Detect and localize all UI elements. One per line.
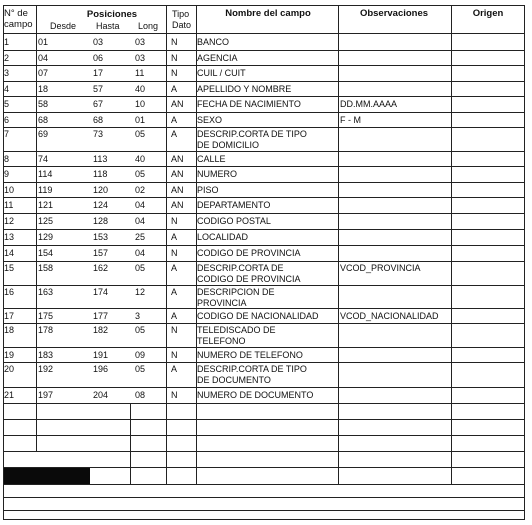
grid-line <box>166 403 167 484</box>
row-hasta: 162 <box>93 263 109 273</box>
row-number: 9 <box>4 169 10 179</box>
row-desde: 163 <box>38 287 54 297</box>
grid-line <box>3 403 525 404</box>
row-desde: 197 <box>38 390 54 400</box>
row-number: 7 <box>4 129 10 139</box>
grid-line <box>338 5 339 451</box>
row-long: 05 <box>135 364 146 374</box>
row-number: 3 <box>4 68 10 78</box>
row-tipo: A <box>171 287 178 297</box>
grid-line <box>3 213 525 214</box>
row-hasta: 68 <box>93 115 104 125</box>
row-long: 04 <box>135 200 146 210</box>
row-hasta: 17 <box>93 68 104 78</box>
row-nombre: DE DOMICILIO <box>197 140 260 150</box>
row-desde: 175 <box>38 311 54 321</box>
row-hasta: 120 <box>93 185 109 195</box>
header-origen: Origen <box>472 8 504 19</box>
row-nombre: TELEFONO <box>197 336 246 346</box>
redaction-block <box>4 468 90 484</box>
row-number: 13 <box>4 232 15 242</box>
grid-line <box>3 323 525 324</box>
row-desde: 69 <box>38 129 49 139</box>
row-long: 05 <box>135 169 146 179</box>
row-long: 40 <box>135 84 146 94</box>
row-hasta: 153 <box>93 232 109 242</box>
header-num-line2: campo <box>4 19 33 30</box>
row-observaciones: VCOD_NACIONALIDAD <box>340 311 439 321</box>
row-tipo: AN <box>171 185 184 195</box>
row-hasta: 113 <box>93 154 108 164</box>
row-tipo: N <box>171 216 178 226</box>
row-hasta: 182 <box>93 325 109 335</box>
grid-line <box>3 484 525 485</box>
row-nombre: CODIGO DE NACIONALIDAD <box>197 311 319 321</box>
row-tipo: N <box>171 390 178 400</box>
row-desde: 68 <box>38 115 49 125</box>
row-long: 03 <box>135 37 146 47</box>
row-long: 04 <box>135 216 146 226</box>
header-long: Long <box>138 21 159 31</box>
grid-line <box>3 261 525 262</box>
row-nombre: DESCRIP.CORTA DE TIPO <box>197 129 307 139</box>
grid-line <box>3 451 525 452</box>
row-number: 6 <box>4 115 10 125</box>
grid-line <box>3 362 525 363</box>
grid-line <box>196 5 197 451</box>
row-tipo: A <box>171 129 178 139</box>
row-long: 05 <box>135 129 146 139</box>
row-desde: 158 <box>38 263 54 273</box>
grid-line <box>3 65 525 66</box>
row-hasta: 124 <box>93 200 109 210</box>
grid-line <box>338 403 339 484</box>
row-number: 18 <box>4 325 15 335</box>
row-tipo: AN <box>171 200 184 210</box>
grid-line <box>3 285 525 286</box>
row-long: 3 <box>135 311 141 321</box>
row-tipo: AN <box>171 99 184 109</box>
header-tipo-line1: Tipo <box>172 9 190 19</box>
grid-line <box>3 151 525 152</box>
grid-line <box>3 127 525 128</box>
row-long: 11 <box>135 68 145 78</box>
row-number: 15 <box>4 263 15 273</box>
row-hasta: 157 <box>93 248 109 258</box>
grid-line <box>3 112 525 113</box>
row-hasta: 191 <box>93 350 109 360</box>
row-nombre: FECHA DE NACIMIENTO <box>197 99 301 109</box>
row-number: 5 <box>4 99 10 109</box>
header-hasta: Hasta <box>96 21 120 31</box>
row-desde: 114 <box>38 169 53 179</box>
header-posiciones: Posiciones <box>86 9 138 20</box>
row-nombre: DE DOCUMENTO <box>197 375 271 385</box>
row-hasta: 118 <box>93 169 108 179</box>
row-desde: 154 <box>38 248 54 258</box>
row-tipo: A <box>171 232 178 242</box>
row-long: 12 <box>135 287 146 297</box>
row-desde: 01 <box>38 37 49 47</box>
grid-line <box>3 435 525 436</box>
row-desde: 74 <box>38 154 49 164</box>
grid-line <box>3 5 525 6</box>
header-tipo-line2: Dato <box>172 20 192 30</box>
row-tipo: AN <box>171 169 184 179</box>
row-hasta: 174 <box>93 287 109 297</box>
grid-line <box>3 197 525 198</box>
row-long: 08 <box>135 390 146 400</box>
row-number: 12 <box>4 216 15 226</box>
row-hasta: 03 <box>93 37 104 47</box>
row-hasta: 177 <box>93 311 109 321</box>
grid-line <box>3 50 525 51</box>
grid-line <box>3 182 525 183</box>
row-nombre: APELLIDO Y NOMBRE <box>197 84 292 94</box>
row-desde: 125 <box>38 216 54 226</box>
grid-line <box>3 96 525 97</box>
row-long: 05 <box>135 263 146 273</box>
row-long: 25 <box>135 232 146 242</box>
grid-line <box>451 403 452 484</box>
grid-line <box>524 5 525 520</box>
row-number: 1 <box>4 37 10 47</box>
row-long: 02 <box>135 185 146 195</box>
grid-line <box>36 5 37 451</box>
row-hasta: 67 <box>93 99 104 109</box>
row-desde: 18 <box>38 84 49 94</box>
row-nombre: DESCRIP.CORTA DE TIPO <box>197 364 307 374</box>
row-nombre: AGENCIA <box>197 53 238 63</box>
row-number: 21 <box>4 390 15 400</box>
row-observaciones: VCOD_PROVINCIA <box>340 263 421 273</box>
grid-line <box>3 510 525 511</box>
row-long: 04 <box>135 248 146 258</box>
row-hasta: 196 <box>93 364 109 374</box>
grid-line <box>3 347 525 348</box>
row-nombre: PISO <box>197 185 219 195</box>
row-desde: 183 <box>38 350 54 360</box>
row-long: 03 <box>135 53 146 63</box>
row-tipo: A <box>171 311 178 321</box>
row-tipo: A <box>171 115 178 125</box>
grid-line <box>3 5 4 520</box>
row-number: 20 <box>4 364 15 374</box>
row-long: 09 <box>135 350 146 360</box>
grid-line <box>130 403 131 484</box>
row-number: 19 <box>4 350 15 360</box>
row-nombre: DESCRIPCION DE <box>197 287 275 297</box>
row-tipo: A <box>171 84 178 94</box>
row-number: 16 <box>4 287 15 297</box>
row-number: 4 <box>4 84 10 94</box>
row-hasta: 73 <box>93 129 104 139</box>
row-tipo: N <box>171 248 178 258</box>
row-nombre: NUMERO <box>197 169 237 179</box>
row-desde: 07 <box>38 68 49 78</box>
row-hasta: 204 <box>93 390 109 400</box>
row-tipo: N <box>171 325 178 335</box>
grid-line <box>3 419 525 420</box>
grid-line <box>166 5 167 451</box>
grid-line <box>196 403 197 484</box>
row-nombre: CODIGO DE PROVINCIA <box>197 274 301 284</box>
row-nombre: CODIGO POSTAL <box>197 216 271 226</box>
row-desde: 58 <box>38 99 49 109</box>
row-nombre: CALLE <box>197 154 226 164</box>
row-long: 10 <box>135 99 146 109</box>
header-num-line1: N° de <box>4 8 28 19</box>
row-hasta: 128 <box>93 216 109 226</box>
row-tipo: N <box>171 37 178 47</box>
row-number: 2 <box>4 53 10 63</box>
row-tipo: A <box>171 263 178 273</box>
row-desde: 178 <box>38 325 54 335</box>
header-desde: Desde <box>50 21 77 31</box>
header-nombre: Nombre del campo <box>225 8 311 19</box>
row-desde: 04 <box>38 53 49 63</box>
row-nombre: CUIL / CUIT <box>197 68 246 78</box>
grid-line <box>3 497 525 498</box>
row-number: 17 <box>4 311 15 321</box>
row-nombre: NUMERO DE TELEFONO <box>197 350 303 360</box>
grid-line <box>3 308 525 309</box>
row-desde: 129 <box>38 232 54 242</box>
row-nombre: PROVINCIA <box>197 298 247 308</box>
row-tipo: N <box>171 350 178 360</box>
grid-line <box>3 245 525 246</box>
row-nombre: LOCALIDAD <box>197 232 249 242</box>
header-observaciones: Observaciones <box>359 8 429 19</box>
row-tipo: AN <box>171 154 184 164</box>
row-observaciones: DD.MM.AAAA <box>340 99 398 109</box>
row-desde: 192 <box>38 364 54 374</box>
grid-line <box>3 81 525 82</box>
row-nombre: DEPARTAMENTO <box>197 200 271 210</box>
grid-line <box>3 166 525 167</box>
row-number: 14 <box>4 248 15 258</box>
grid-line <box>3 229 525 230</box>
row-desde: 121 <box>38 200 54 210</box>
row-nombre: DESCRIP.CORTA DE <box>197 263 284 273</box>
row-number: 11 <box>4 200 14 210</box>
grid-line <box>451 5 452 451</box>
row-hasta: 57 <box>93 84 104 94</box>
row-number: 10 <box>4 185 15 195</box>
row-tipo: N <box>171 68 178 78</box>
row-tipo: N <box>171 53 178 63</box>
row-long: 05 <box>135 325 146 335</box>
row-number: 8 <box>4 154 10 164</box>
row-long: 01 <box>135 115 146 125</box>
row-nombre: TELEDISCADO DE <box>197 325 276 335</box>
row-nombre: CODIGO DE PROVINCIA <box>197 248 301 258</box>
grid-line <box>3 387 525 388</box>
grid-line <box>3 519 525 520</box>
row-observaciones: F - M <box>340 115 361 125</box>
row-long: 40 <box>135 154 146 164</box>
grid-line <box>3 33 525 34</box>
row-hasta: 06 <box>93 53 104 63</box>
row-nombre: BANCO <box>197 37 230 47</box>
row-desde: 119 <box>38 185 53 195</box>
row-nombre: SEXO <box>197 115 223 125</box>
row-nombre: NUMERO DE DOCUMENTO <box>197 390 314 400</box>
row-tipo: A <box>171 364 178 374</box>
